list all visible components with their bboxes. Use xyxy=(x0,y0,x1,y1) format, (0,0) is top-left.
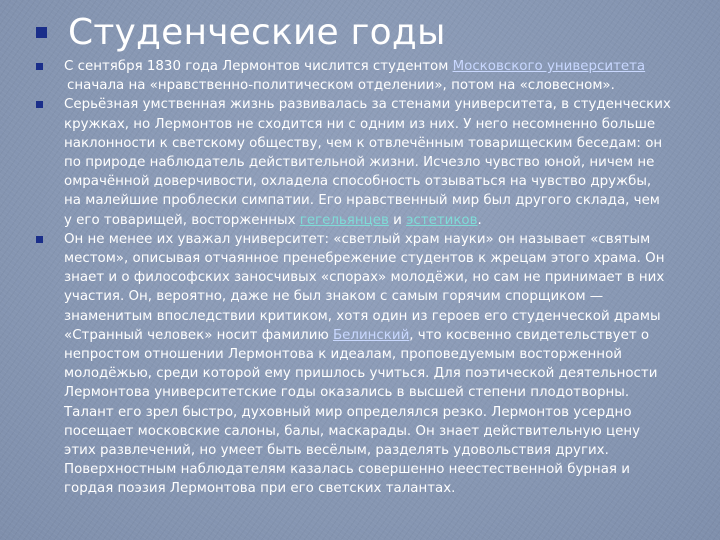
paragraph-line: на малейшие проблески симпатии. Его нравственный мир был другого склада, чем xyxy=(64,193,660,209)
paragraph-line: молодёжью, среди которой ему пришлось учиться. Для поэтической деятельности xyxy=(64,366,658,382)
paragraph-line: Лермонтова университетские годы оказались в высшей степени плодотворны. xyxy=(64,385,630,401)
link-hegelians[interactable]: гегельянцев xyxy=(299,212,389,228)
paragraph-line xyxy=(64,211,698,230)
paragraph-line: знает и о философских заносчивых «спорах» молодёжи, но сам не принимает в них xyxy=(64,270,665,286)
link-aesthetes[interactable]: эстетиков xyxy=(406,212,478,228)
text-segment: у его товарищей, восторженных xyxy=(64,212,300,228)
paragraph-line: местом», описывая отчаянное пренебрежение студентов к жрецам этого храма. Он xyxy=(64,251,665,267)
bullet-icon xyxy=(36,236,43,243)
paragraph-enrollment xyxy=(36,57,698,95)
bullet-icon xyxy=(36,63,43,70)
text-segment: . xyxy=(477,212,482,228)
title-row xyxy=(36,8,446,56)
text-segment: С сентября 1830 года Лермонтов числится студентом xyxy=(64,59,453,74)
paragraph-line xyxy=(64,76,698,95)
text-segment: «Странный человек» носит фамилию xyxy=(64,327,333,343)
text-segment: сначала на «нравственно-политическом отделении», потом на «словесном». xyxy=(67,78,615,94)
text-segment: и xyxy=(388,212,407,228)
paragraph-line: Поверхностным наблюдателям казалась совершенно неестественной бурная и xyxy=(64,462,630,478)
paragraph-line: знаменитым впоследствии критиком, хотя один из героев его студенческой драмы xyxy=(64,308,661,324)
paragraph-line: Серьёзная умственная жизнь развивалась за стенами университета, в студенческих xyxy=(64,97,671,113)
paragraph-university-respect xyxy=(36,230,698,499)
paragraph-line: посещает московские салоны, балы, маскарады. Он знает действительную цену xyxy=(64,423,641,439)
paragraph-line: кружках, но Лермонтов не сходится ни с одним из них. У него несомненно больше xyxy=(64,116,656,132)
paragraph-line: участия. Он, вероятно, даже не был знаком с самым горячим спорщиком — xyxy=(64,289,604,305)
slide-body xyxy=(36,57,698,499)
paragraph-line: этих развлечений, но умеет быть весёлым, разделять удовольствия других. xyxy=(64,443,609,459)
paragraph-intellectual-life xyxy=(36,95,698,229)
paragraph-line: по природе наблюдатель действительной жизни. Исчезло чувство юной, ничем не xyxy=(64,155,655,171)
slide-title: Студенческие годы xyxy=(68,11,446,53)
paragraph-line: Талант его зрел быстро, духовный мир определялся резко. Лермонтов усердно xyxy=(64,404,632,420)
paragraph-line: непростом отношении Лермонтова к идеалам, проповедуемым восторженной xyxy=(64,347,622,363)
bullet-icon xyxy=(36,101,43,108)
paragraph-line: наклонности к светскому обществу, чем к отвлечённым товарищеским беседам: он xyxy=(64,135,663,151)
paragraph-line: Он не менее их уважал университет: «светлый храм науки» он называет «святым xyxy=(64,231,651,247)
paragraph-line: гордая поэзия Лермонтова при его светских талантах. xyxy=(64,481,456,497)
paragraph-line xyxy=(64,326,698,345)
paragraph-line: омрачённой доверчивости, охладела способность отзываться на чувство дружбы, xyxy=(64,174,652,190)
paragraph-line xyxy=(64,57,698,76)
link-moscow-university[interactable]: Московского университета xyxy=(452,59,646,74)
text-segment: , что косвенно свидетельствует о xyxy=(409,327,650,343)
link-belinsky[interactable]: Белинский xyxy=(332,327,410,343)
title-bullet-icon xyxy=(36,27,47,38)
